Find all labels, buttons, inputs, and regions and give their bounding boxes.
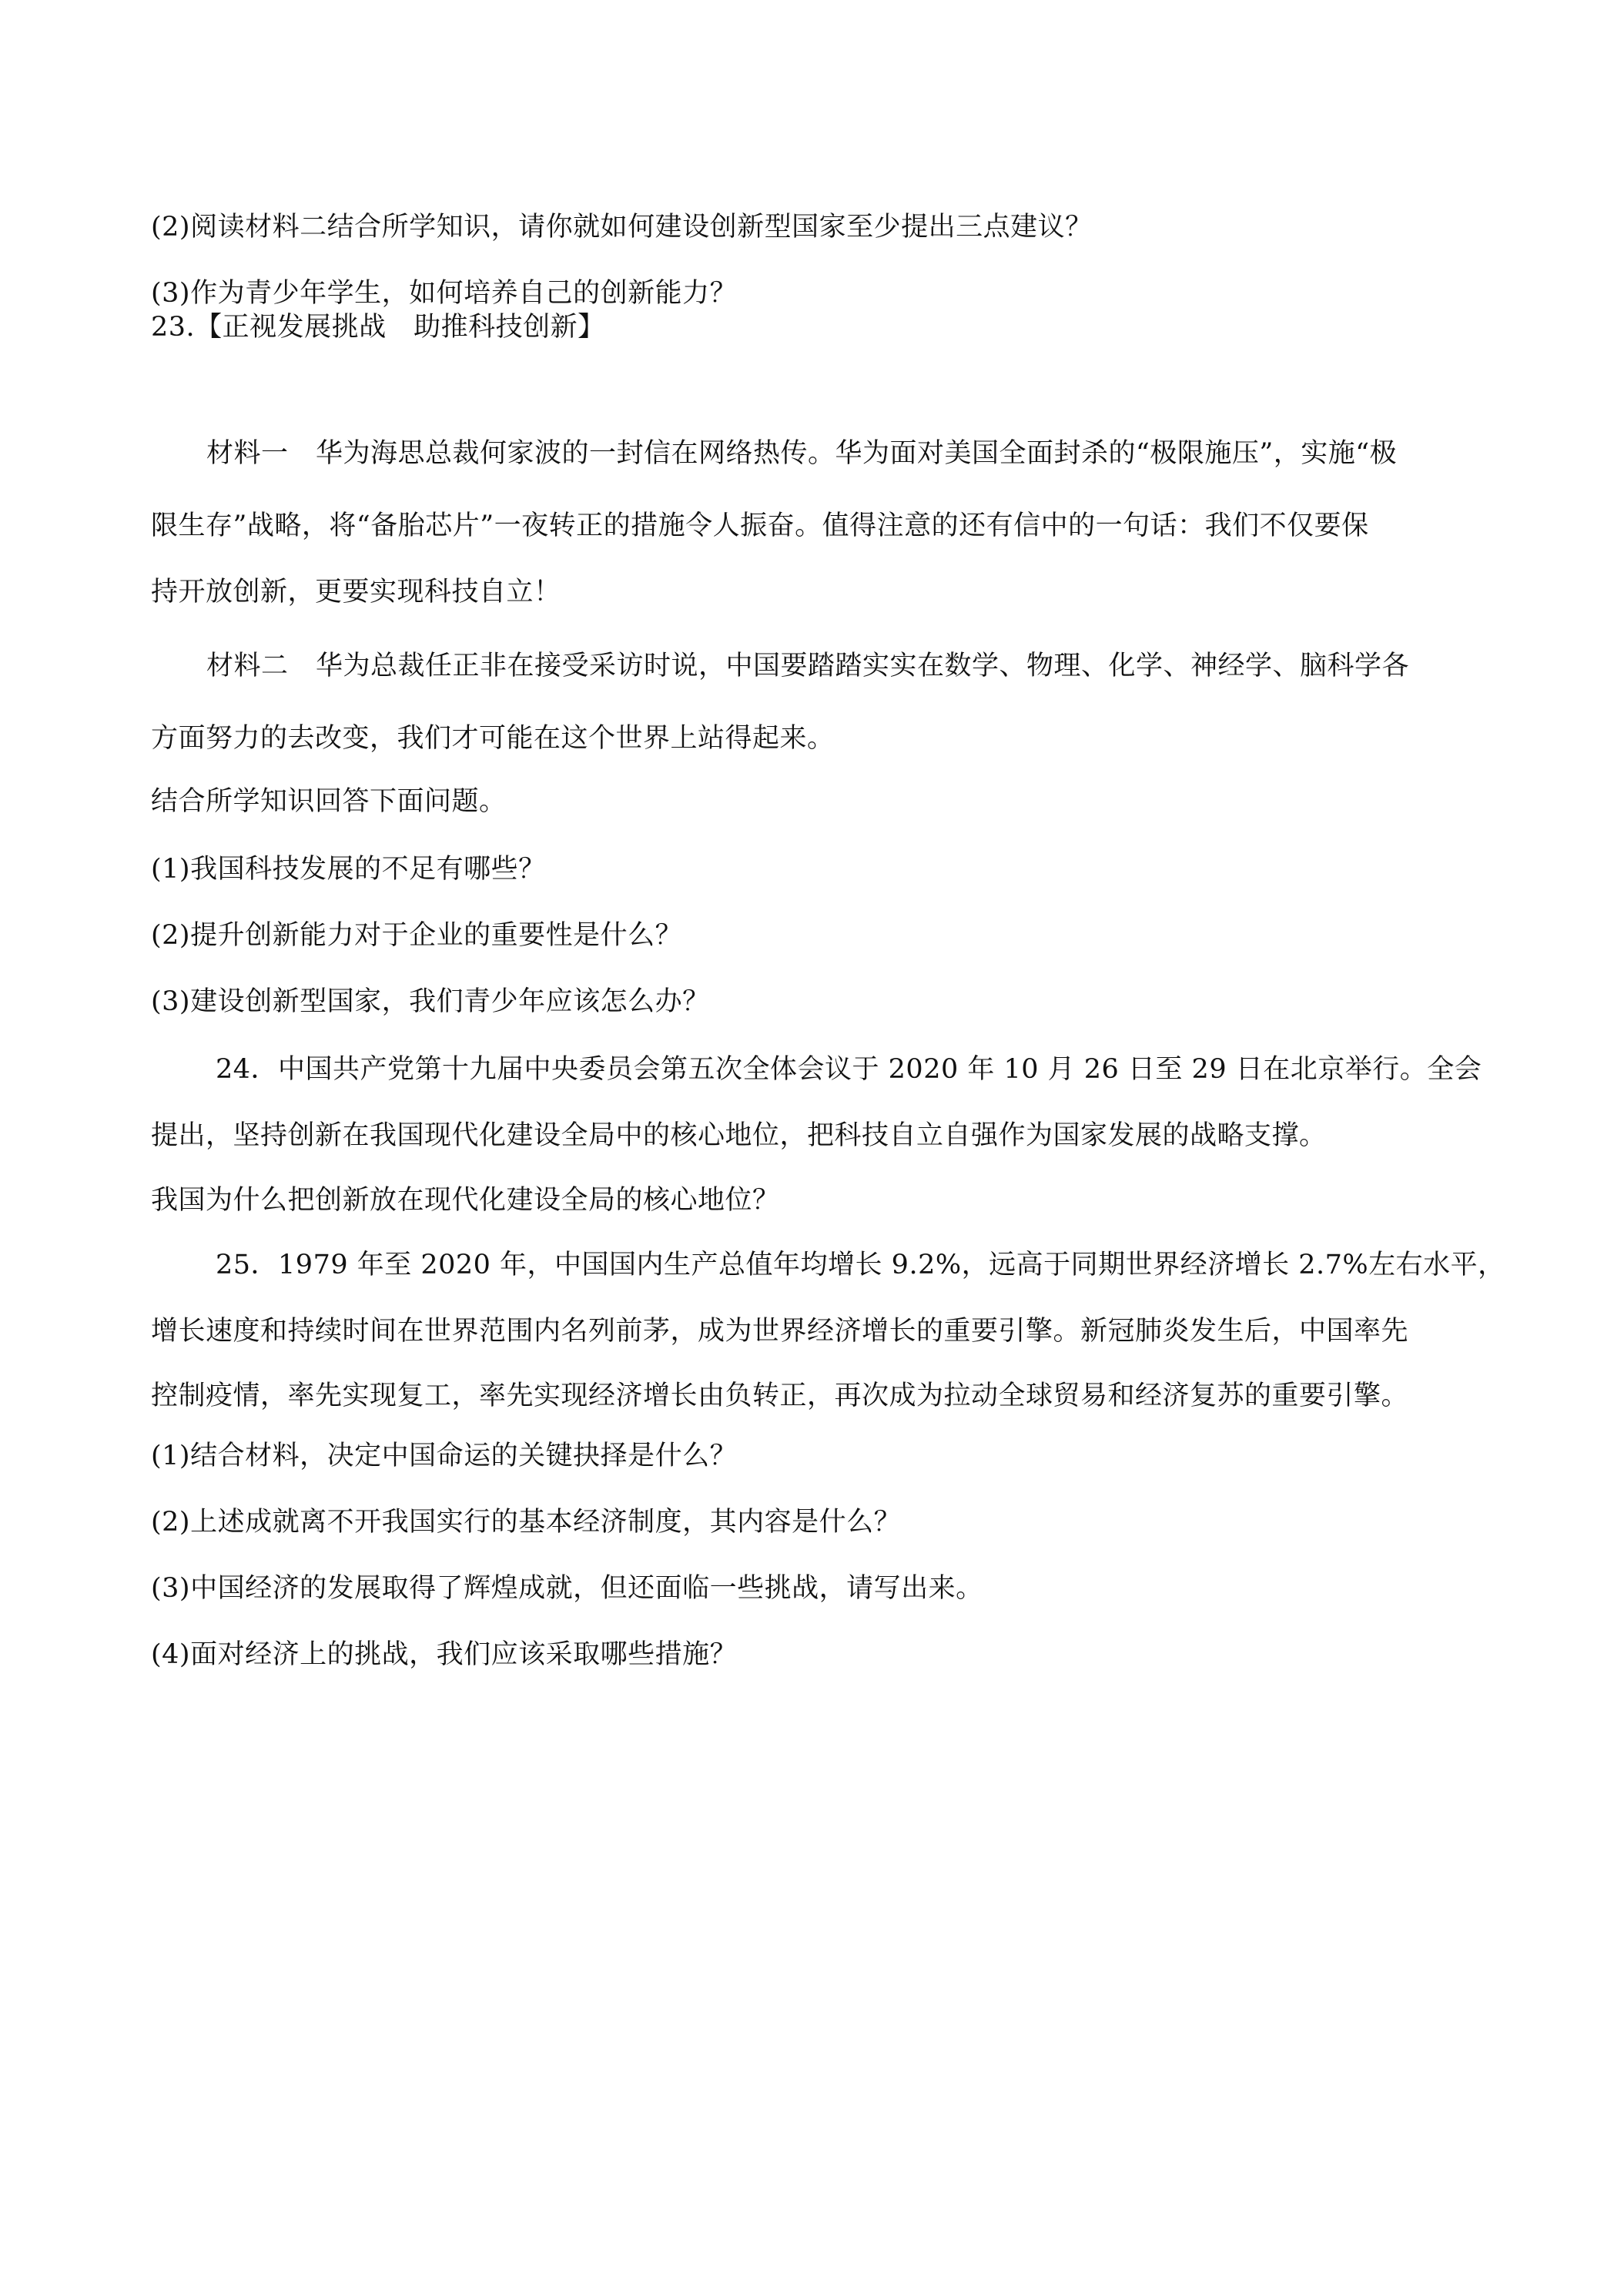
q23-sub1: (1)我国科技发展的不足有哪些？ [151,854,546,885]
q23-sub3: (3)建设创新型国家，我们青少年应该怎么办？ [151,986,710,1017]
q23-material1-line3: 持开放创新，更要实现科技自立！ [151,577,561,607]
q23-material2-line1: 材料二 华为总裁任正非在接受采访时说，中国要踏踏实实在数学、物理、化学、神经学、脑科学各 [206,651,1410,681]
q25-sub2: (2)上述成就离不开我国实行的基本经济制度，其内容是什么？ [151,1507,902,1538]
q23-material2-line2: 方面努力的去改变，我们才可能在这个世界上站得起来。 [151,723,835,754]
q25-sub1: (1)结合材料，决定中国命运的关键抉择是什么？ [151,1441,738,1471]
q25-line1: 25．1979 年至 2020 年，中国国内生产总值年均增长 9.2%，远高于同期世界经济增长 2.7%左右水平， [216,1250,1505,1280]
q22-sub3: (3)作为青少年学生，如何培养自己的创新能力？ [151,278,738,309]
q22-sub2: (2)阅读材料二结合所学知识，请你就如何建设创新型国家至少提出三点建议？ [151,212,1093,243]
q23-sub2: (2)提升创新能力对于企业的重要性是什么？ [151,920,683,951]
q23-heading: 23.【正视发展挑战 助推科技创新】 [151,312,605,343]
q25-line2: 增长速度和持续时间在世界范围内名列前茅，成为世界经济增长的重要引擎。新冠肺炎发生后，中国率先 [151,1316,1409,1347]
q23-material1-line1: 材料一 华为海思总裁何家波的一封信在网络热传。华为面对美国全面封杀的“极限施压”，实施“极 [206,438,1398,469]
q23-material1-line2: 限生存”战略，将“备胎芯片”一夜转正的措施令人振奋。值得注意的还有信中的一句话：我们不仅要保 [151,510,1369,541]
q24-question: 我国为什么把创新放在现代化建设全局的核心地位？ [151,1185,780,1216]
q25-sub3: (3)中国经济的发展取得了辉煌成就，但还面临一些挑战，请写出来。 [151,1573,983,1604]
q25-line3: 控制疫情，率先实现复工，率先实现经济增长由负转正，再次成为拉动全球贸易和经济复苏的重要引擎。 [151,1381,1409,1411]
q24-line1: 24．中国共产党第十九届中央委员会第五次全体会议于 2020 年 10 月 26 日至 29 日在北京举行。全会 [216,1054,1482,1085]
q24-line2: 提出，坚持创新在我国现代化建设全局中的核心地位，把科技自立自强作为国家发展的战略支撑。 [151,1120,1327,1151]
q23-prompt: 结合所学知识回答下面问题。 [151,786,507,817]
q25-sub4: (4)面对经济上的挑战，我们应该采取哪些措施？ [151,1639,738,1670]
